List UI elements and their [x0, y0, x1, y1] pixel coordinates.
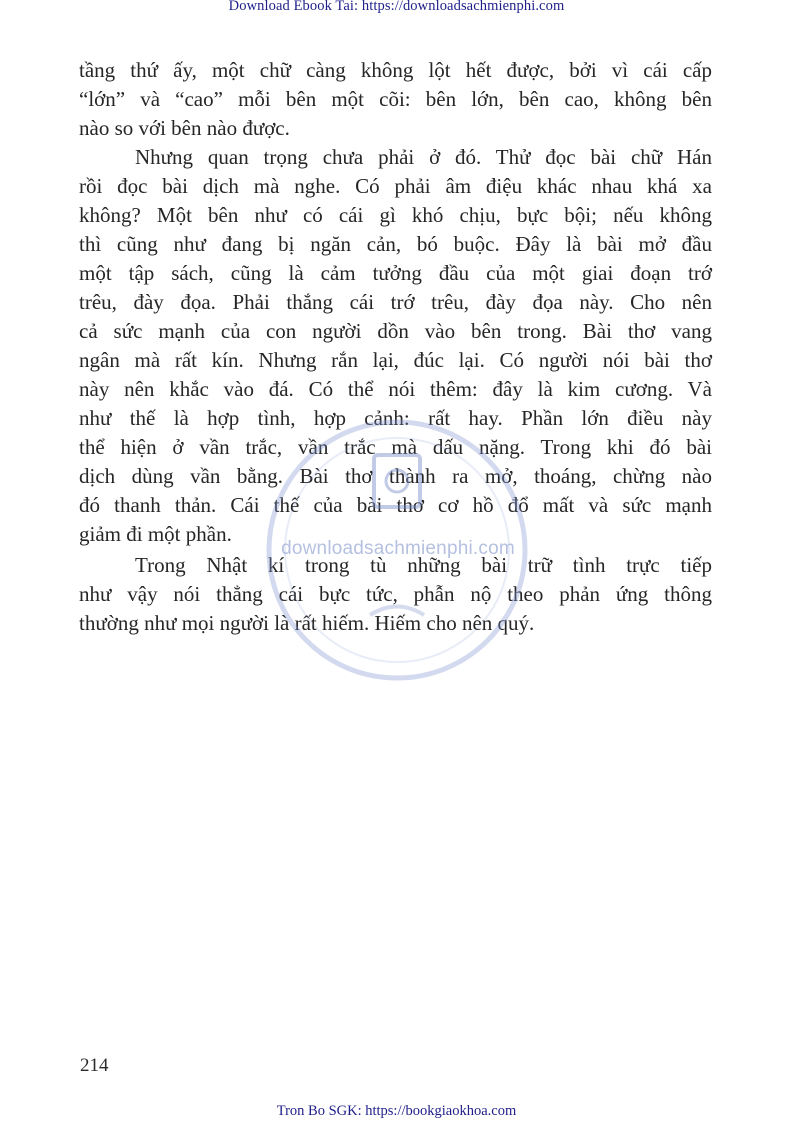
paragraph-3 [79, 551, 712, 638]
watermark-text: downloadsachmienphi.com [281, 538, 515, 559]
page-number: 214 [80, 1055, 109, 1076]
text-line: thường như mọi người là rất hiếm. Hiếm cho nên quý. [79, 611, 535, 635]
header-download-link[interactable]: Download Ebook Tai: https://downloadsachmienphi.com [228, 0, 565, 14]
text-line: ngân mà rất kín. Nhưng rắn lại, đúc lại. Có người nói bài thơ [79, 348, 712, 372]
text-line: trêu, đày đọa. Phải thắng cái trớ trêu, đày đọa này. Cho nên [79, 290, 712, 314]
footer-sgk-link[interactable]: Tron Bo SGK: https://bookgiaokhoa.com [276, 1103, 517, 1119]
text-line: đó thanh thản. Cái thế của bài thơ cơ hồ đổ mất và sức mạnh [79, 493, 712, 517]
text-line: thì cũng như đang bị ngăn cản, bó buộc. Đây là bài mở đầu [79, 232, 712, 256]
text-line: nào so với bên nào được. [79, 116, 290, 140]
text-line: không? Một bên như có cái gì khó chịu, bực bội; nếu không [79, 203, 712, 227]
text-line: rồi đọc bài dịch mà nghe. Có phải âm điệu khác nhau khá xa [79, 174, 712, 198]
text-line: này nên khắc vào đá. Có thể nói thêm: đây là kim cương. Và [79, 377, 712, 401]
text-line: thể hiện ở vần trắc, vần trắc mà dấu nặng. Trong khi đó bài [79, 435, 712, 459]
paragraph-2 [79, 143, 712, 549]
text-line: tầng thứ ấy, một chữ càng không lột hết được, bởi vì cái cấp [79, 58, 712, 82]
text-line: dịch dùng vần bằng. Bài thơ thành ra mở, thoáng, chừng nào [79, 464, 712, 488]
text-line: giảm đi một phần. [79, 522, 232, 546]
paragraph-1 [79, 56, 712, 143]
text-line: “lớn” và “cao” mỗi bên một cõi: bên lớn, bên cao, không bên [79, 87, 712, 111]
text-line: cả sức mạnh của con người dồn vào bên trong. Bài thơ vang [79, 319, 712, 343]
text-line: như thế là hợp tình, hợp cảnh: rất hay. Phần lớn điều này [79, 406, 712, 430]
text-line: Trong Nhật kí trong tù những bài trữ tình trực tiếp [135, 553, 712, 577]
text-line: Nhưng quan trọng chưa phải ở đó. Thử đọc bài chữ Hán [135, 145, 712, 169]
text-line: một tập sách, cũng là cảm tưởng đầu của một giai đoạn trớ [79, 261, 712, 285]
text-line: như vậy nói thẳng cái bực tức, phẫn nộ theo phản ứng thông [79, 582, 712, 606]
